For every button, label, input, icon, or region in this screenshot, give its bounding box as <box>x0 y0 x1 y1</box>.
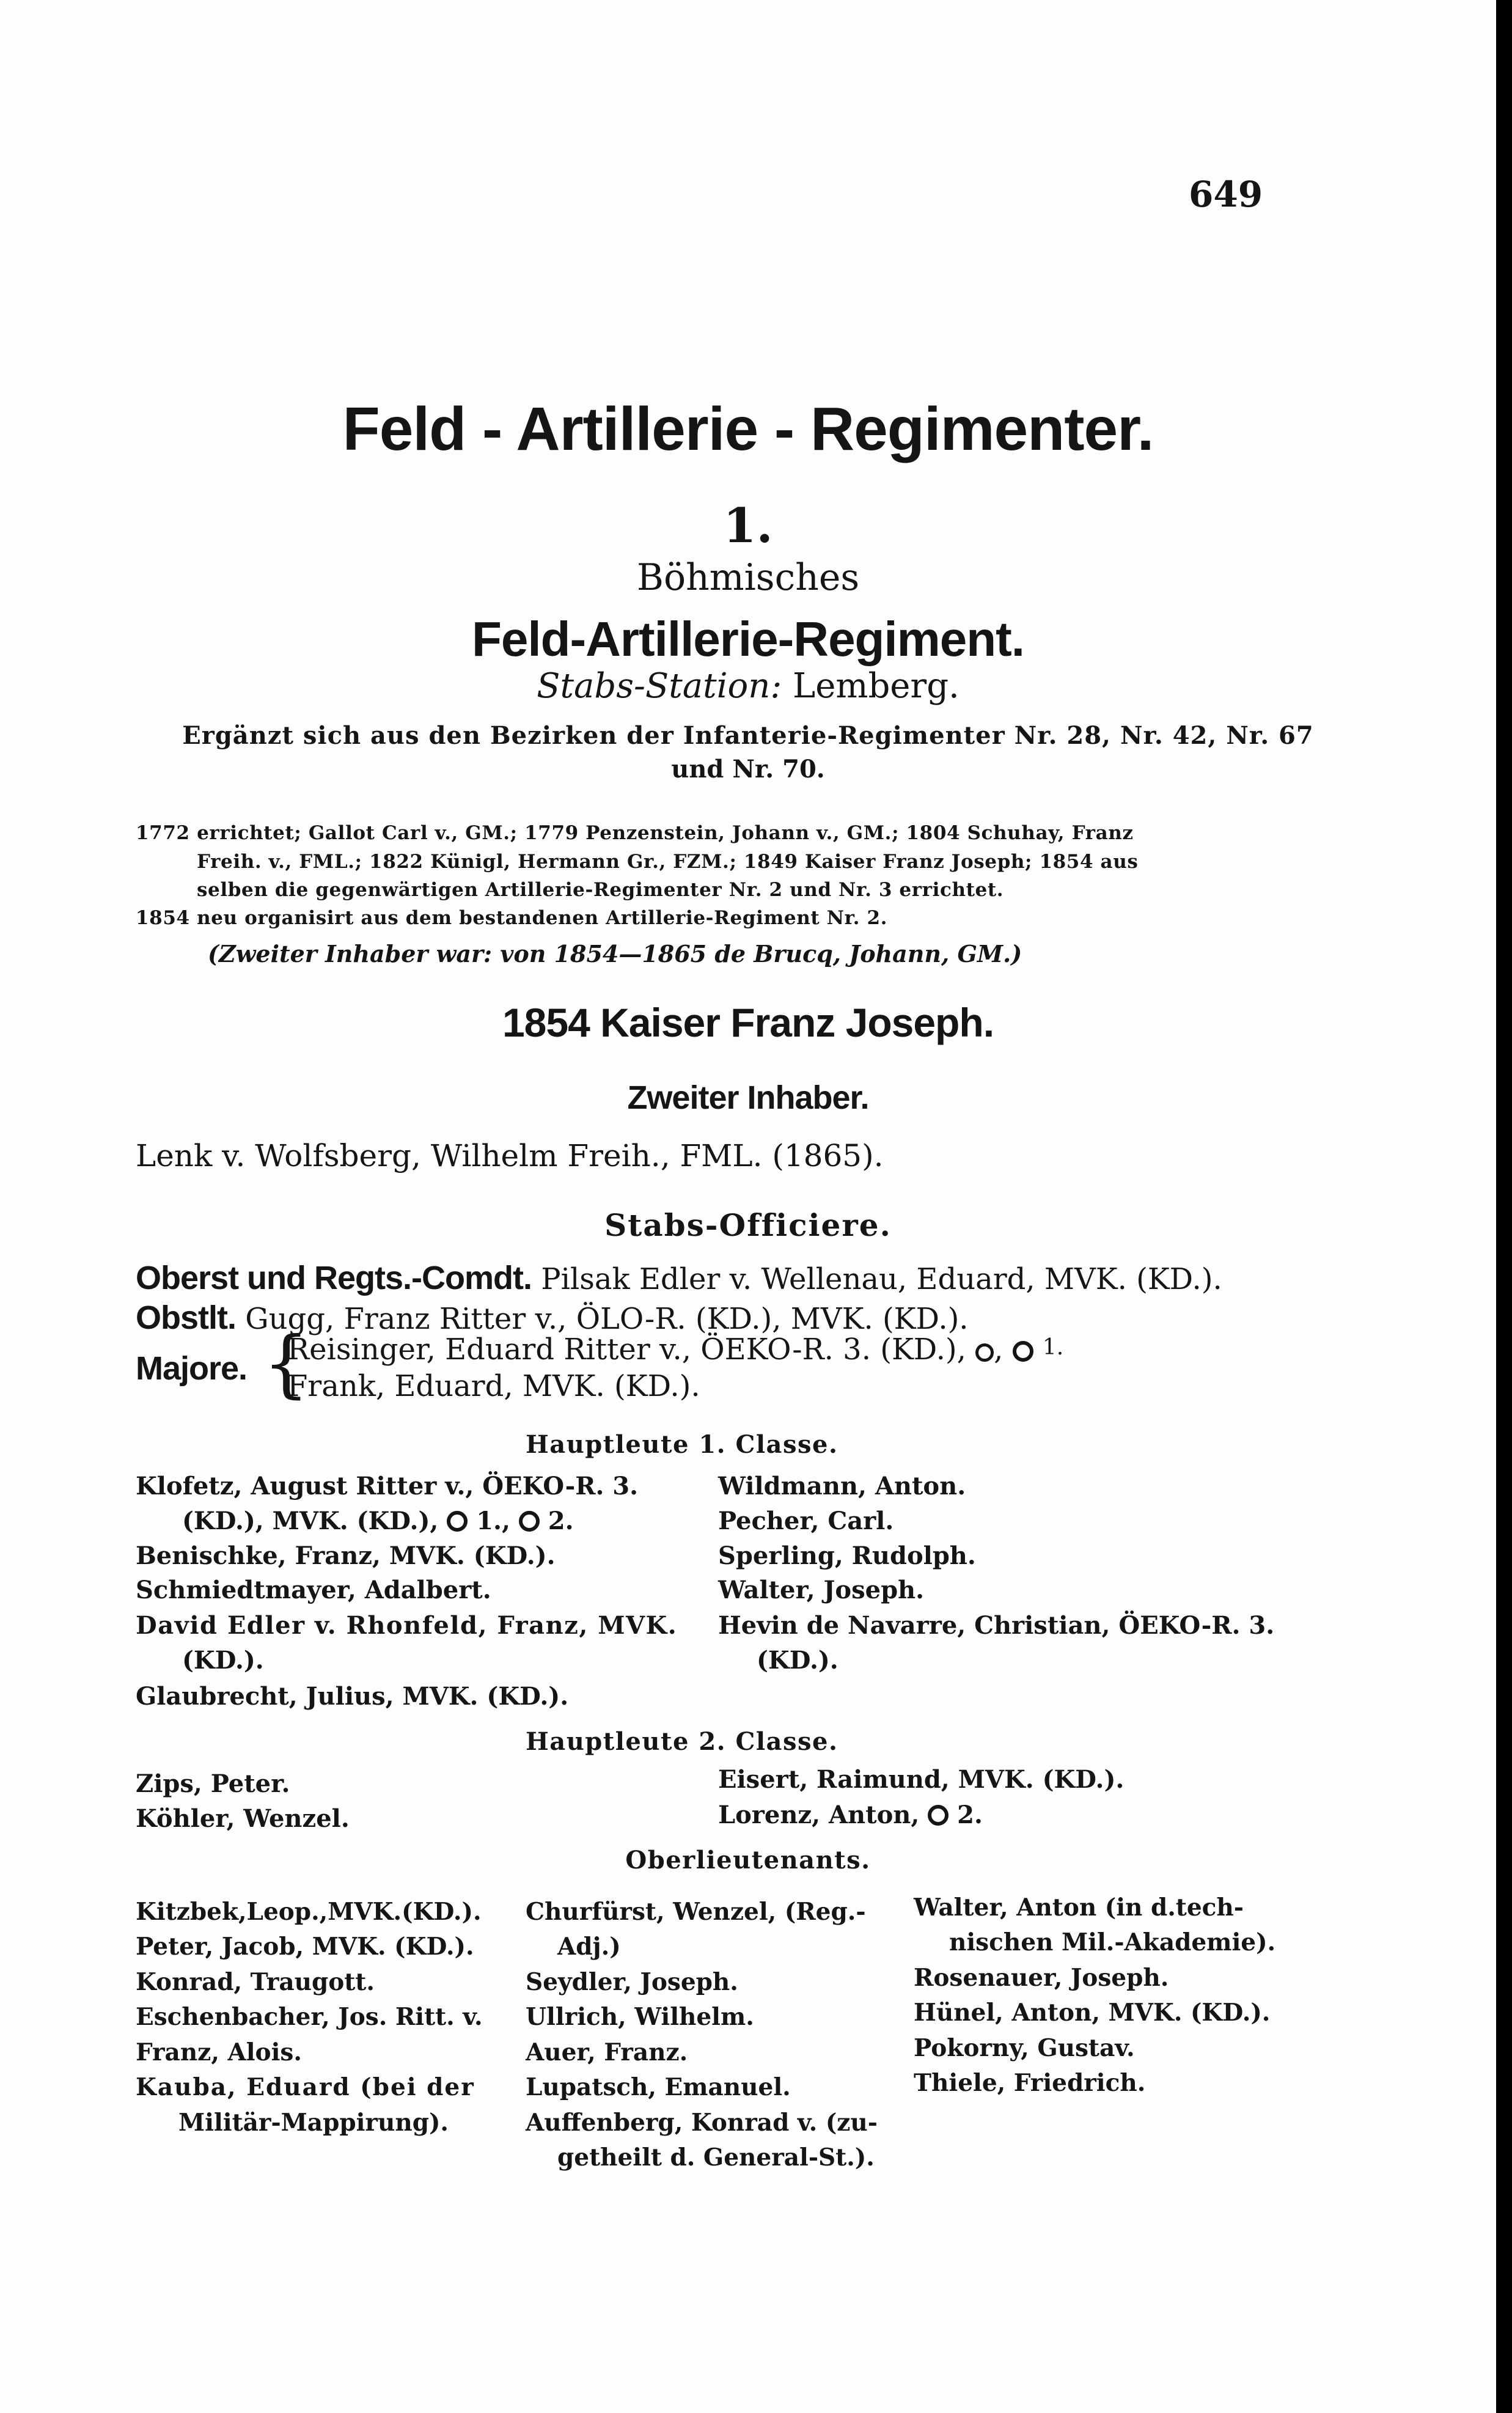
hl1-left-line <box>182 1507 574 1535</box>
obstlt-value: Gugg, Franz Ritter v., ÖLO-R. (KD.), MVK. (KD.). <box>245 1302 969 1336</box>
oberlt-item: Thiele, Friedrich. <box>914 2069 1146 2097</box>
history-line: 1854 neu organisirt aus dem bestandenen Artillerie-Regiment Nr. 2. <box>136 907 888 929</box>
oberlt-item: nischen Mil.-Akademie). <box>949 1928 1276 1956</box>
order-circle-icon <box>1013 1341 1033 1362</box>
hl2-right-text: Lorenz, Anton, <box>718 1801 920 1829</box>
history-line: 1772 errichtet; Gallot Carl v., GM.; 1779 Penzenstein, Johann v., GM.; 1804 Schuhay, Franz <box>136 822 1134 844</box>
hl2-right-text: 2. <box>957 1801 983 1829</box>
oberlt-item: Seydler, Joseph. <box>526 1968 738 1996</box>
regiment-adjective: Böhmisches <box>636 556 860 599</box>
order-circle-icon <box>928 1805 949 1826</box>
hl1-left-line: Glaubrecht, Julius, MVK. (KD.). <box>136 1682 569 1711</box>
regiment-number: 1. <box>723 498 773 554</box>
second-owner-heading: Zweiter Inhaber. <box>627 1079 869 1116</box>
oberlt-item: Auer, Franz. <box>526 2038 688 2066</box>
majore-1: Reisinger, Eduard Ritter v., ÖEKO-R. 3. (KD.), <box>287 1332 966 1367</box>
majore-label: Majore. <box>136 1350 248 1387</box>
regiment-name: Feld-Artillerie-Regiment. <box>471 612 1025 666</box>
oberlt-heading: Oberlieutenants. <box>625 1846 871 1875</box>
oberst-value: Pilsak Edler v. Wellenau, Eduard, MVK. (KD.). <box>541 1262 1222 1296</box>
station-value: Lemberg. <box>793 666 960 706</box>
oberlt-item: Kitzbek,Leop.,MVK.(KD.). <box>136 1898 482 1926</box>
hl2-left-line: Köhler, Wenzel. <box>136 1804 350 1833</box>
history-line: selben die gegenwärtigen Artillerie-Regimenter Nr. 2 und Nr. 3 errichtet. <box>197 879 1004 901</box>
erganzt-line-1: Ergänzt sich aus den Bezirken der Infanterie-Regimenter Nr. 28, Nr. 42, Nr. 67 <box>182 721 1314 750</box>
hl1-left-line: Schmiedtmayer, Adalbert. <box>136 1576 491 1604</box>
hl1-right-line: (KD.). <box>757 1646 839 1675</box>
oberlt-item: Ullrich, Wilhelm. <box>526 2003 754 2031</box>
hl1-right-line: Wildmann, Anton. <box>718 1472 966 1500</box>
hl2-left-line: Zips, Peter. <box>136 1769 290 1798</box>
page-number: 649 <box>1189 174 1263 215</box>
staff-heading: Stabs-Officiere. <box>604 1207 892 1243</box>
oberst-line <box>136 1259 1222 1297</box>
oberlt-item: Auffenberg, Konrad v. (zu- <box>526 2109 878 2137</box>
hl1-right-line: Walter, Joseph. <box>718 1576 925 1604</box>
hl1-left-text: 2. <box>548 1507 574 1535</box>
oberlt-item: Pokorny, Gustav. <box>914 2034 1135 2062</box>
oberst-label: Oberst und Regts.-Comdt. <box>136 1260 532 1296</box>
station-label: Stabs-Station: <box>537 666 782 706</box>
oberlt-item: Militär-Mappirung). <box>178 2109 449 2137</box>
majore-line-1: Reisinger, Eduard Ritter v., ÖEKO-R. 3. (KD.), , 1. <box>287 1332 1064 1367</box>
obstlt-label: Obstlt. <box>136 1299 236 1336</box>
hl1-left-line: Klofetz, August Ritter v., ÖEKO-R. 3. <box>136 1472 639 1500</box>
majore-1-tail: 1. <box>1042 1335 1064 1360</box>
hl1-left-line: Benischke, Franz, MVK. (KD.). <box>136 1541 556 1570</box>
second-owner: Lenk v. Wolfsberg, Wilhelm Freih., FML. (1865). <box>136 1138 884 1173</box>
owner-heading: 1854 Kaiser Franz Joseph. <box>502 1000 994 1045</box>
hl1-left-line: (KD.). <box>182 1646 264 1675</box>
oberlt-item: Konrad, Traugott. <box>136 1968 375 1996</box>
majore-2: Frank, Eduard, MVK. (KD.). <box>287 1369 700 1403</box>
oberlt-item: Hünel, Anton, MVK. (KD.). <box>914 1999 1271 2027</box>
oberlt-item: getheilt d. General-St.). <box>557 2143 875 2172</box>
oberlt-item: Franz, Alois. <box>136 2038 302 2066</box>
oberlt-item: Lupatsch, Emanuel. <box>526 2073 791 2101</box>
hl2-right-line: Eisert, Raimund, MVK. (KD.). <box>718 1765 1125 1794</box>
oberlt-item: Churfürst, Wenzel, (Reg.- <box>526 1898 866 1926</box>
oberlt-item: Walter, Anton (in d.tech- <box>914 1893 1244 1922</box>
oberlt-item: Kauba, Eduard (bei der <box>136 2073 475 2101</box>
oberlt-item: Rosenauer, Joseph. <box>914 1964 1169 1992</box>
history-line: Freih. v., FML.; 1822 Künigl, Hermann Gr., FZM.; 1849 Kaiser Franz Joseph; 1854 aus <box>197 851 1139 873</box>
hl1-right-line: Pecher, Carl. <box>718 1507 894 1535</box>
order-circle-icon <box>975 1343 994 1362</box>
hauptleute1-heading: Hauptleute 1. Classe. <box>526 1430 839 1459</box>
order-circle-icon <box>519 1511 540 1532</box>
oberlt-item: Eschenbacher, Jos. Ritt. v. <box>136 2003 483 2031</box>
brace: { <box>263 1321 310 1406</box>
hl1-left-text: (KD.), MVK. (KD.), <box>182 1507 439 1535</box>
hl2-right-line <box>718 1801 983 1829</box>
second-owner-note: (Zweiter Inhaber war: von 1854—1865 de Brucq, Johann, GM.) <box>208 940 1022 968</box>
hl1-left-line: David Edler v. Rhonfeld, Franz, MVK. <box>136 1611 678 1640</box>
order-circle-icon <box>447 1511 468 1532</box>
erganzt-line-2: und Nr. 70. <box>671 755 825 784</box>
hl1-left-text: 1., <box>476 1507 510 1535</box>
hauptleute2-heading: Hauptleute 2. Classe. <box>526 1727 839 1756</box>
obstlt-line <box>136 1299 969 1337</box>
hl1-right-line: Sperling, Rudolph. <box>718 1541 976 1570</box>
page-title: Feld - Artillerie - Regimenter. <box>342 395 1154 463</box>
station-line <box>0 666 1496 706</box>
oberlt-item: Adj.) <box>557 1933 621 1961</box>
oberlt-item: Peter, Jacob, MVK. (KD.). <box>136 1933 474 1961</box>
hl1-right-line: Hevin de Navarre, Christian, ÖEKO-R. 3. <box>718 1611 1275 1640</box>
